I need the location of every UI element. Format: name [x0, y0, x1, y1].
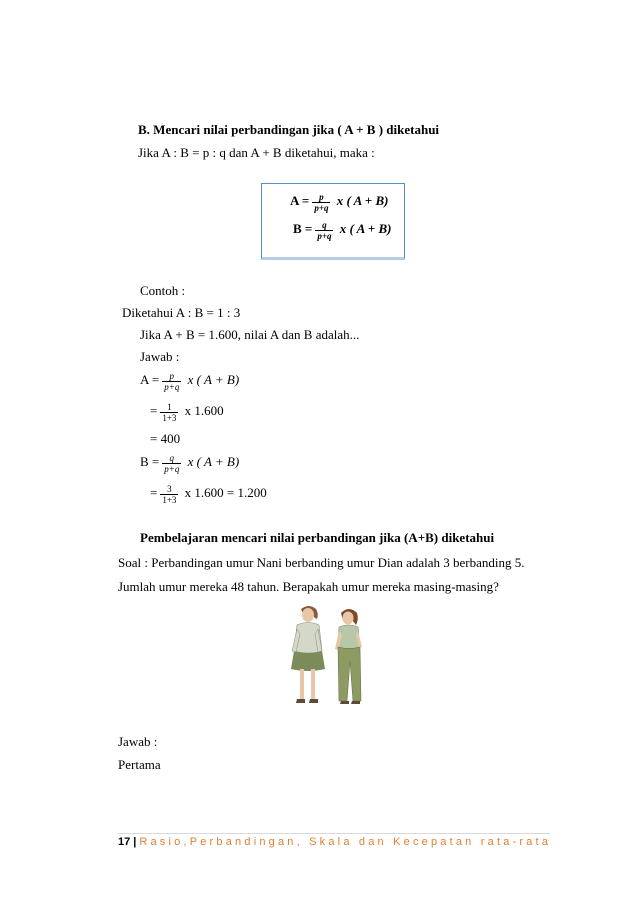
problem-line-2: Jumlah umur mereka 48 tahun. Berapakah umur mereka masing-masing?: [118, 579, 499, 594]
formula-b: [293, 218, 391, 241]
first-label: Pertama: [118, 757, 161, 772]
example-b-rest: x ( A + B): [187, 454, 240, 469]
example-b-step: [150, 482, 267, 505]
example-b-step-num: 3: [167, 483, 172, 494]
problem-line-1: Soal : Perbandingan umur Nani berbanding umur Dian adalah 3 berbanding 5.: [118, 555, 525, 570]
example-b-step-rest: x 1.600 = 1.200: [184, 485, 267, 500]
page-number: 17: [118, 836, 131, 848]
example-a-den: p+q: [164, 381, 180, 392]
footer-separator: |: [133, 836, 137, 848]
girl-dian-figure: [335, 609, 362, 704]
formula-a-den: p+q: [314, 202, 329, 213]
example-a-num: p: [169, 370, 175, 381]
example-a-step-fraction: [160, 402, 178, 423]
formula-a-label: A =: [290, 193, 310, 208]
section-heading: B. Mencari nilai perbandingan jika ( A + B ) diketahui: [138, 122, 440, 137]
example-b-formula: [140, 451, 239, 474]
example-a-result: = 400: [150, 431, 181, 446]
example-a-eq: A =: [140, 372, 160, 387]
example-a-step-num: 1: [167, 401, 172, 412]
example-b-eq: B =: [140, 454, 160, 469]
formula-b-den: p+q: [317, 230, 332, 241]
formula-b-fraction: [315, 220, 333, 241]
two-girls-illustration: [283, 603, 373, 705]
formula-a: [290, 190, 388, 213]
example-b-fraction: [162, 453, 181, 474]
example-b-step-fraction: [160, 484, 178, 505]
example-b-step-den: 1+3: [162, 494, 177, 505]
example-a-step-rest: x 1.600: [184, 403, 224, 418]
footer-divider: [118, 833, 550, 834]
example-question: Jika A + B = 1.600, nilai A dan B adalah...: [140, 327, 360, 342]
example-b-step-eq: =: [150, 485, 158, 500]
formula-a-rest: x ( A + B): [336, 193, 389, 208]
formula-a-num: p: [319, 191, 324, 202]
example-a-formula: [140, 369, 239, 392]
learning-heading: Pembelajaran mencari nilai perbandingan jika (A+B) diketahui: [140, 530, 495, 545]
example-given: Diketahui A : B = 1 : 3: [122, 305, 241, 320]
example-b-den: p+q: [164, 463, 180, 474]
formula-b-num: q: [322, 219, 327, 230]
answer-label: Jawab :: [118, 734, 158, 749]
running-title: Rasio,Perbandingan, Skala dan Kecepatan rata-rata: [139, 836, 552, 848]
example-a-step: [150, 400, 224, 423]
example-a-fraction: [162, 371, 181, 392]
example-b-num: q: [169, 452, 175, 463]
formula-b-rest: x ( A + B): [339, 221, 392, 236]
example-a-rest: x ( A + B): [187, 372, 240, 387]
example-a-step-eq: =: [150, 403, 158, 418]
page-footer: [118, 836, 551, 848]
example-a-step-den: 1+3: [162, 412, 177, 423]
girl-nani-figure: [291, 606, 325, 703]
example-label: Contoh :: [140, 283, 186, 298]
formula-a-fraction: [312, 192, 330, 213]
formula-b-label: B =: [293, 221, 313, 236]
example-answer-label: Jawab :: [140, 349, 180, 364]
intro-text: Jika A : B = p : q dan A + B diketahui, maka :: [138, 145, 375, 160]
